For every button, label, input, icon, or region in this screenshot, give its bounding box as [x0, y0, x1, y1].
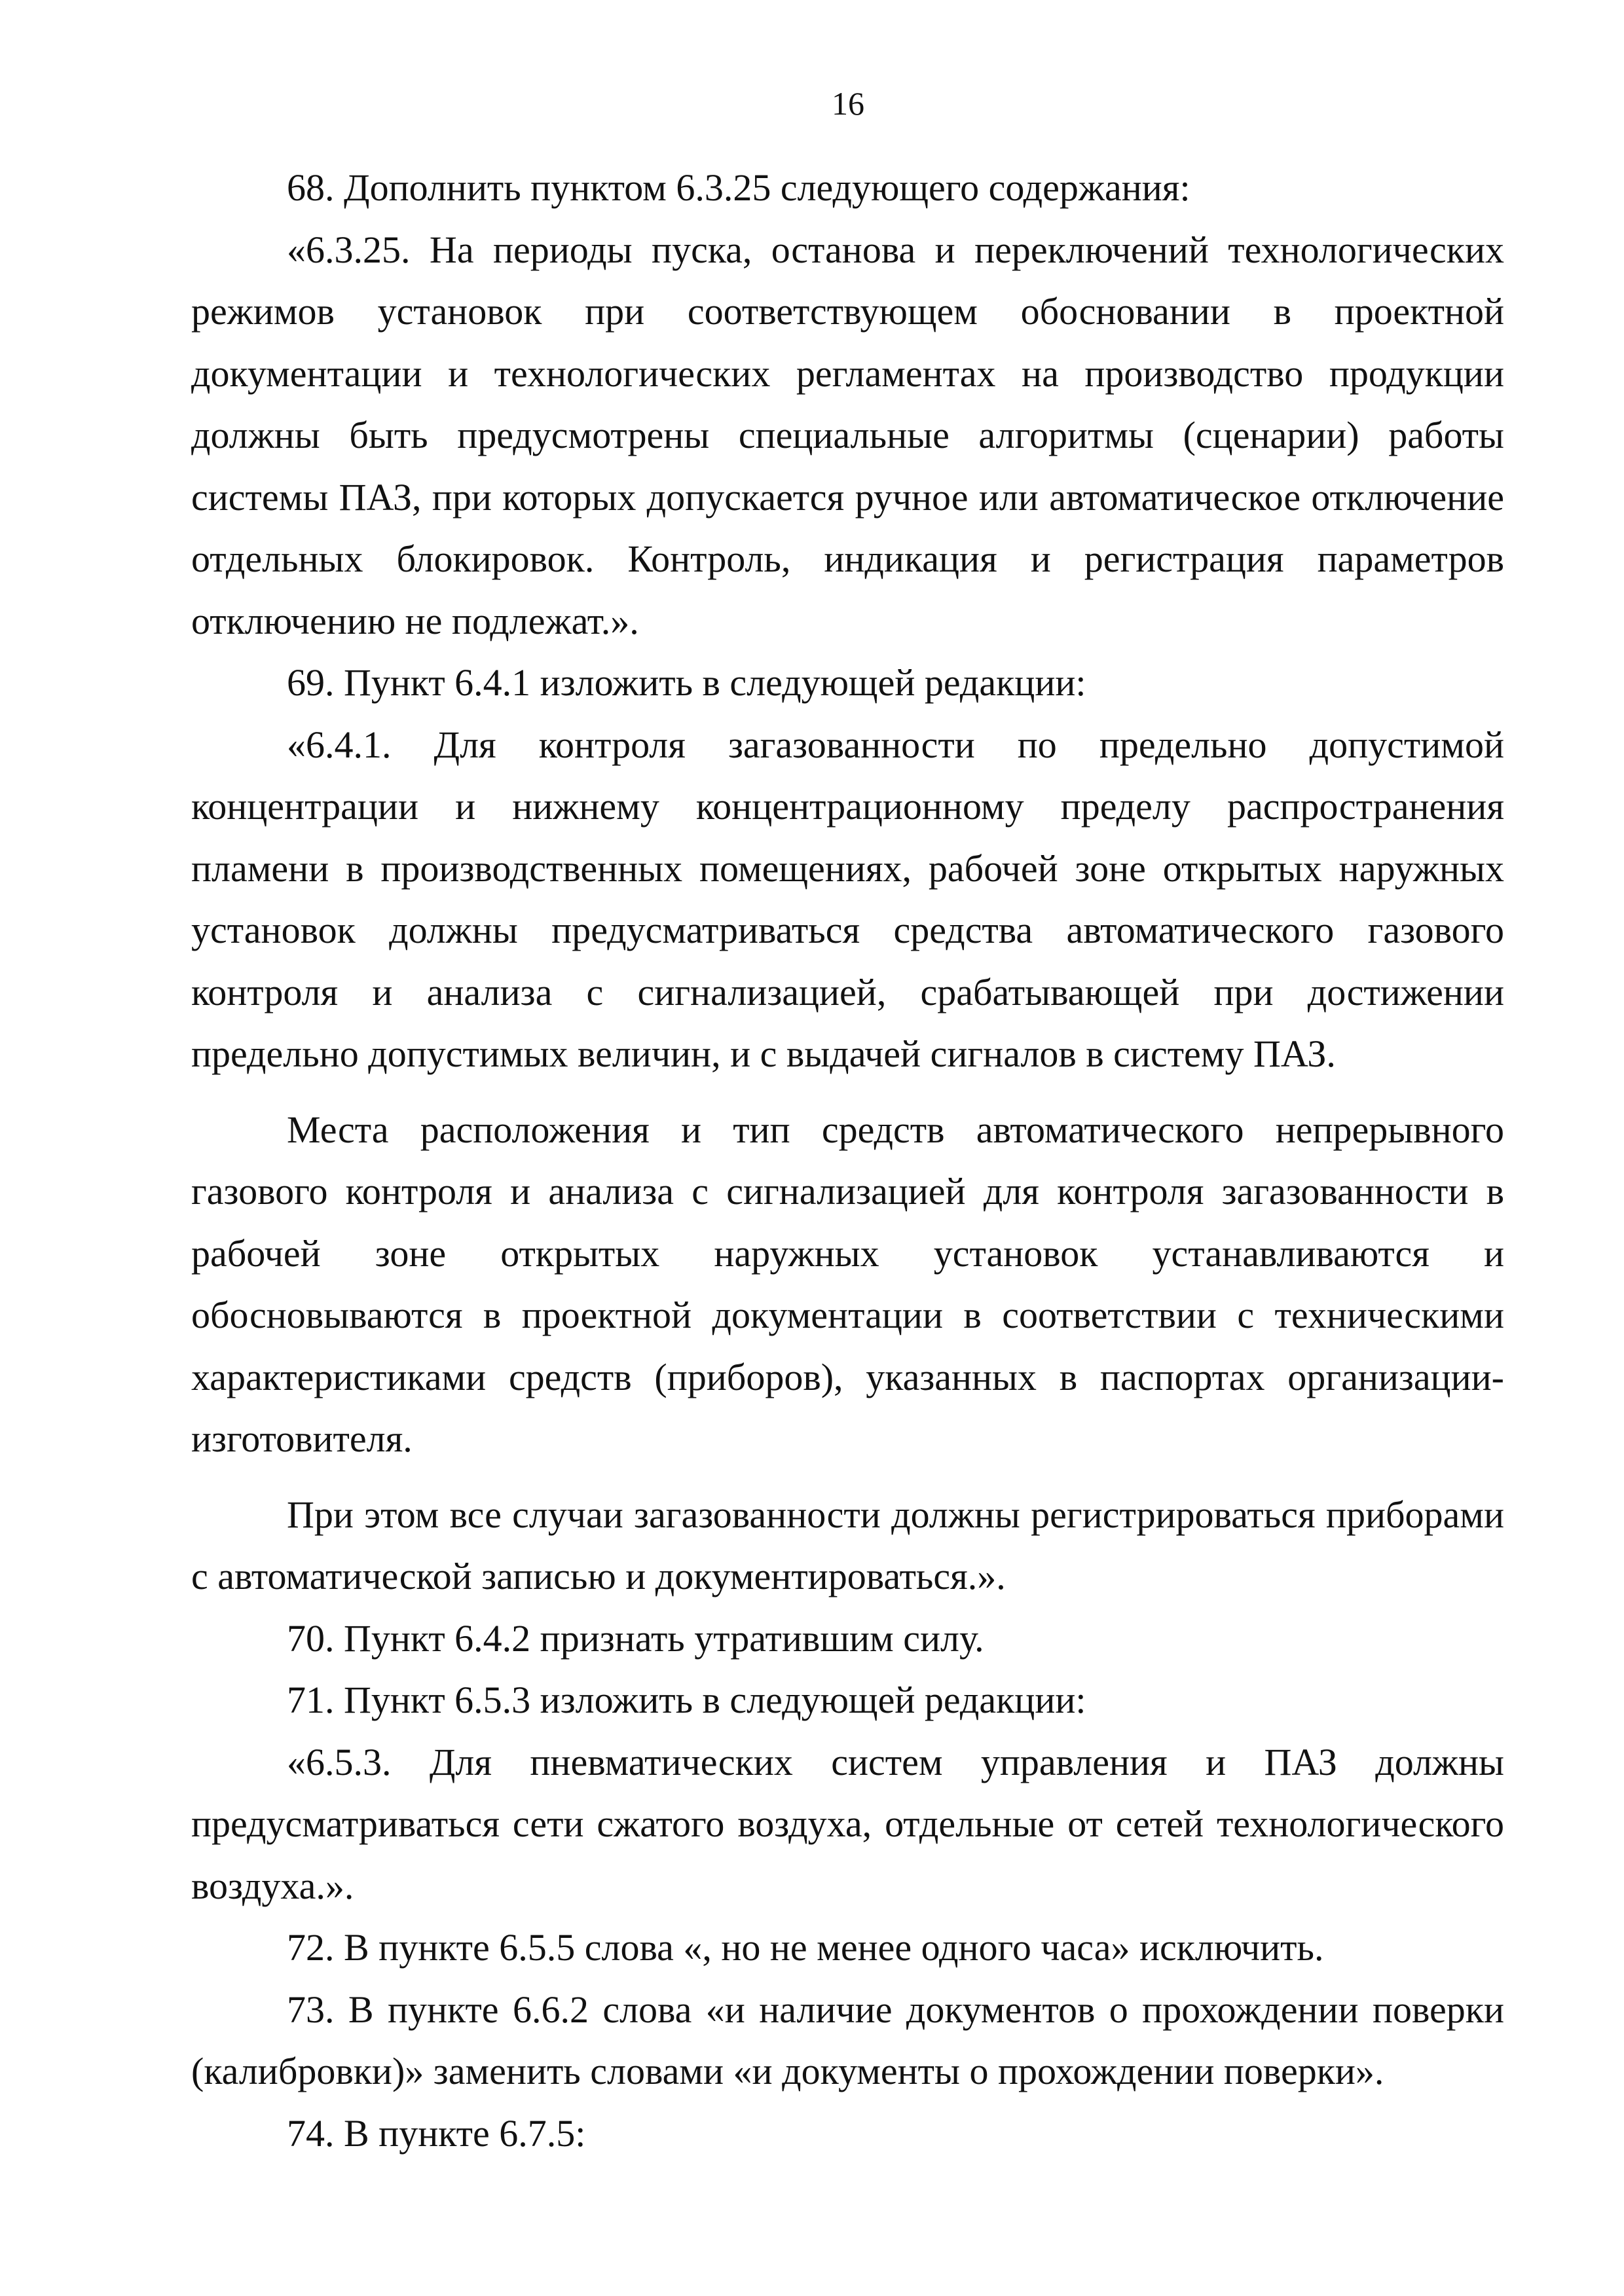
- paragraph-73: 73. В пункте 6.6.2 слова «и наличие документов о прохождении поверки (калибровки)» заменить словами «и документы о прохождении поверки».: [191, 1988, 1504, 2092]
- paragraph-71: 71. Пункт 6.5.3 изложить в следующей редакции:: [287, 1679, 1086, 1721]
- paragraph-72: 72. В пункте 6.5.5 слова «, но не менее одного часа» исключить.: [287, 1926, 1324, 1969]
- paragraph-6-5-3-text: «6.5.3. Для пневматических систем управления и ПАЗ должны предусматриваться сети сжатого воздуха, отдельные от сетей технологического воздуха.».: [191, 1740, 1504, 1907]
- paragraph-6-4-1-text: «6.4.1. Для контроля загазованности по предельно допустимой концентрации и нижнему концентрационному пределу распространения пламени в производственных помещениях, рабочей зоне открытых наружных установок должны предусматриваться средства автоматического газового контроля и анализа с сигнализацией, срабатывающей при достижении предельно допустимых величин, и с выдачей сигналов в систему ПАЗ.: [191, 723, 1504, 1075]
- paragraph-6-3-25-text: «6.3.25. На периоды пуска, останова и переключений технологических режимов установок при соответствующем обосновании в проектной документации и технологических регламентах на производство продукции должны быть предусмотрены специальные алгоритмы (сценарии) работы системы ПАЗ, при которых допускается ручное или автоматическое отключение отдельных блокировок. Контроль, индикация и регистрация параметров отключению не подлежат.».: [191, 228, 1504, 642]
- paragraph-gas-control-locations: Места расположения и тип средств автоматического непрерывного газового контроля и анализа с сигнализацией для контроля загазованности в рабочей зоне открытых наружных установок устанавливаются и обосновываются в проектной документации в соответствии с техническими характеристиками средств (приборов), указанных в паспортах организации-изготовителя.: [191, 1108, 1504, 1460]
- paragraph-gas-registration: При этом все случаи загазованности должны регистрироваться приборами с автоматической записью и документироваться.».: [191, 1493, 1504, 1597]
- document-body: [191, 157, 1504, 2164]
- paragraph-68: 68. Дополнить пунктом 6.3.25 следующего содержания:: [287, 166, 1190, 209]
- paragraph-74: 74. В пункте 6.7.5:: [287, 2111, 586, 2155]
- paragraph-69: 69. Пункт 6.4.1 изложить в следующей редакции:: [287, 661, 1086, 704]
- page-number: 16: [832, 85, 864, 122]
- paragraph-70: 70. Пункт 6.4.2 признать утратившим силу.: [287, 1616, 984, 1660]
